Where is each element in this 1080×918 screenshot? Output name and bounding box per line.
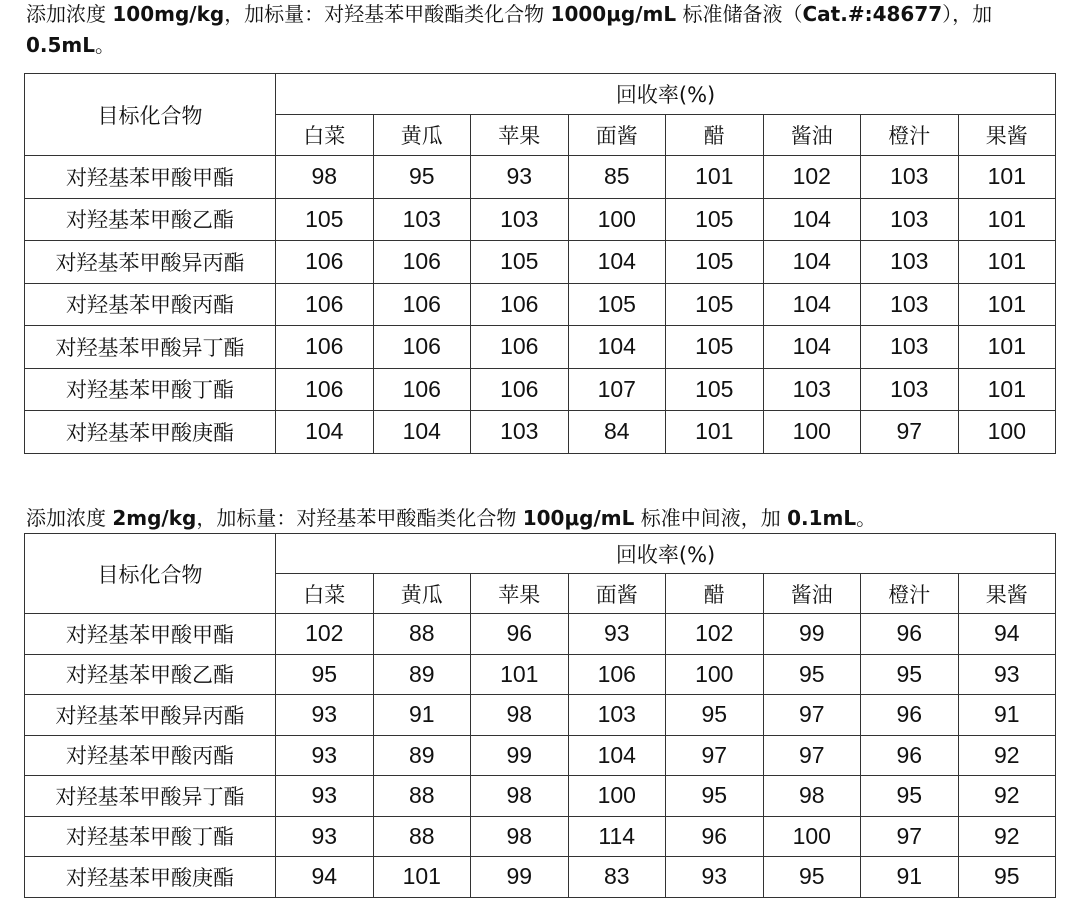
recovery-table-100mg	[24, 73, 1056, 454]
compound-name: 对羟基苯甲酸异丙酯	[25, 241, 276, 284]
recovery-value: 85	[568, 156, 666, 199]
matrix-header: 面酱	[568, 115, 666, 156]
recovery-value: 101	[373, 857, 471, 898]
recovery-value: 93	[276, 695, 374, 736]
recovery-value: 100	[763, 816, 861, 857]
matrix-header: 酱油	[763, 574, 861, 614]
recovery-value: 99	[471, 735, 569, 776]
recovery-value: 101	[958, 368, 1056, 411]
recovery-value: 105	[471, 241, 569, 284]
recovery-value: 104	[763, 283, 861, 326]
compound-name: 对羟基苯甲酸乙酯	[25, 654, 276, 695]
compound-name: 对羟基苯甲酸甲酯	[25, 614, 276, 655]
recovery-value: 98	[471, 816, 569, 857]
recovery-value: 106	[373, 241, 471, 284]
compound-name: 对羟基苯甲酸异丁酯	[25, 776, 276, 817]
recovery-value: 103	[861, 156, 959, 199]
recovery-value: 99	[471, 857, 569, 898]
recovery-value: 96	[861, 735, 959, 776]
compound-header: 目标化合物	[25, 534, 276, 614]
caption-part: 标准中间液，加	[634, 506, 788, 530]
compound-name: 对羟基苯甲酸丙酯	[25, 283, 276, 326]
recovery-value: 93	[276, 776, 374, 817]
matrix-header: 橙汁	[861, 115, 959, 156]
caption-part: ），加	[942, 2, 993, 26]
recovery-value: 97	[666, 735, 764, 776]
caption-part: 0.1mL	[787, 506, 857, 530]
recovery-value: 100	[763, 411, 861, 454]
table-row	[25, 411, 1056, 454]
matrix-header: 白菜	[276, 574, 374, 614]
caption-part: 2mg/kg	[112, 506, 197, 530]
recovery-value: 103	[861, 198, 959, 241]
compound-name: 对羟基苯甲酸异丁酯	[25, 326, 276, 369]
matrix-header: 酱油	[763, 115, 861, 156]
table-row	[25, 776, 1056, 817]
recovery-value: 106	[276, 368, 374, 411]
recovery-value: 88	[373, 614, 471, 655]
recovery-value: 104	[763, 241, 861, 284]
recovery-value: 91	[373, 695, 471, 736]
recovery-value: 106	[471, 368, 569, 411]
recovery-value: 101	[958, 241, 1056, 284]
recovery-value: 103	[861, 368, 959, 411]
caption-part: ，加标量：对羟基苯甲酸酯类化合物	[196, 506, 523, 530]
recovery-value: 105	[666, 241, 764, 284]
section-2-caption	[26, 503, 1072, 534]
recovery-value: 103	[568, 695, 666, 736]
caption-part: 100μg/mL	[522, 506, 635, 530]
recovery-value: 84	[568, 411, 666, 454]
recovery-value: 83	[568, 857, 666, 898]
recovery-value: 104	[568, 241, 666, 284]
matrix-header: 白菜	[276, 115, 374, 156]
recovery-value: 106	[276, 283, 374, 326]
caption-part: 1000μg/mL	[550, 2, 677, 26]
table-row	[25, 857, 1056, 898]
caption-part: 添加浓度	[26, 2, 113, 26]
recovery-value: 105	[666, 198, 764, 241]
recovery-value: 107	[568, 368, 666, 411]
recovery-value: 97	[763, 695, 861, 736]
recovery-value: 95	[861, 654, 959, 695]
recovery-value: 95	[373, 156, 471, 199]
compound-name: 对羟基苯甲酸丁酯	[25, 816, 276, 857]
recovery-value: 104	[763, 326, 861, 369]
table-row	[25, 156, 1056, 199]
matrix-header: 苹果	[471, 115, 569, 156]
recovery-value: 106	[276, 326, 374, 369]
caption-part: Cat.#:48677	[802, 2, 943, 26]
recovery-value: 103	[861, 283, 959, 326]
recovery-value: 93	[958, 654, 1056, 695]
recovery-value: 101	[958, 326, 1056, 369]
recovery-value: 101	[666, 411, 764, 454]
recovery-value: 91	[958, 695, 1056, 736]
recovery-value: 101	[666, 156, 764, 199]
recovery-value: 91	[861, 857, 959, 898]
recovery-value: 96	[861, 614, 959, 655]
recovery-value: 95	[763, 857, 861, 898]
recovery-value: 98	[471, 695, 569, 736]
recovery-value: 95	[276, 654, 374, 695]
matrix-header: 黄瓜	[373, 115, 471, 156]
recovery-value: 96	[666, 816, 764, 857]
recovery-table-2mg	[24, 533, 1056, 898]
recovery-value: 100	[568, 776, 666, 817]
caption-part: 。	[856, 506, 877, 530]
recovery-value: 96	[471, 614, 569, 655]
recovery-value: 97	[763, 735, 861, 776]
recovery-value: 106	[471, 326, 569, 369]
compound-header: 目标化合物	[25, 74, 276, 156]
recovery-value: 94	[276, 857, 374, 898]
recovery-value: 102	[276, 614, 374, 655]
recovery-value: 104	[568, 326, 666, 369]
table-row	[25, 283, 1056, 326]
recovery-value: 95	[666, 776, 764, 817]
recovery-header: 回收率(%)	[276, 74, 1056, 115]
table-row	[25, 326, 1056, 369]
table-row	[25, 368, 1056, 411]
recovery-value: 105	[568, 283, 666, 326]
recovery-value: 98	[763, 776, 861, 817]
recovery-value: 103	[471, 411, 569, 454]
recovery-value: 104	[276, 411, 374, 454]
recovery-value: 104	[763, 198, 861, 241]
recovery-value: 103	[763, 368, 861, 411]
recovery-value: 89	[373, 654, 471, 695]
recovery-value: 106	[276, 241, 374, 284]
recovery-value: 99	[763, 614, 861, 655]
recovery-header: 回收率(%)	[276, 534, 1056, 574]
recovery-value: 114	[568, 816, 666, 857]
recovery-value: 98	[276, 156, 374, 199]
recovery-value: 105	[666, 368, 764, 411]
recovery-value: 92	[958, 776, 1056, 817]
section-1-caption	[26, 0, 1072, 61]
recovery-value: 102	[666, 614, 764, 655]
recovery-value: 106	[471, 283, 569, 326]
recovery-value: 105	[666, 283, 764, 326]
recovery-value: 95	[958, 857, 1056, 898]
recovery-value: 104	[568, 735, 666, 776]
matrix-header: 橙汁	[861, 574, 959, 614]
table-row	[25, 695, 1056, 736]
matrix-header: 果酱	[958, 115, 1056, 156]
compound-name: 对羟基苯甲酸甲酯	[25, 156, 276, 199]
recovery-value: 101	[471, 654, 569, 695]
recovery-value: 98	[471, 776, 569, 817]
recovery-value: 94	[958, 614, 1056, 655]
matrix-header: 黄瓜	[373, 574, 471, 614]
caption-part: 0.5mL	[26, 33, 96, 57]
matrix-header: 面酱	[568, 574, 666, 614]
recovery-value: 95	[666, 695, 764, 736]
recovery-value: 101	[958, 283, 1056, 326]
recovery-value: 106	[568, 654, 666, 695]
compound-name: 对羟基苯甲酸庚酯	[25, 411, 276, 454]
caption-part: 。	[95, 33, 116, 57]
recovery-value: 106	[373, 368, 471, 411]
table-row	[25, 654, 1056, 695]
recovery-value: 100	[666, 654, 764, 695]
recovery-value: 105	[276, 198, 374, 241]
recovery-value: 93	[471, 156, 569, 199]
compound-name: 对羟基苯甲酸庚酯	[25, 857, 276, 898]
table-row	[25, 614, 1056, 655]
recovery-value: 92	[958, 735, 1056, 776]
recovery-value: 100	[958, 411, 1056, 454]
matrix-header: 果酱	[958, 574, 1056, 614]
recovery-value: 96	[861, 695, 959, 736]
table-row	[25, 241, 1056, 284]
recovery-value: 101	[958, 198, 1056, 241]
recovery-value: 106	[373, 283, 471, 326]
recovery-value: 103	[471, 198, 569, 241]
recovery-value: 97	[861, 411, 959, 454]
caption-part: 添加浓度	[26, 506, 113, 530]
recovery-value: 93	[666, 857, 764, 898]
caption-part: 100mg/kg	[112, 2, 225, 26]
table-row	[25, 735, 1056, 776]
recovery-value: 92	[958, 816, 1056, 857]
recovery-value: 103	[373, 198, 471, 241]
recovery-value: 93	[568, 614, 666, 655]
recovery-value: 103	[861, 326, 959, 369]
recovery-value: 100	[568, 198, 666, 241]
recovery-value: 88	[373, 776, 471, 817]
caption-part: 标准储备液（	[676, 2, 803, 26]
matrix-header: 醋	[666, 115, 764, 156]
recovery-value: 95	[861, 776, 959, 817]
table-row	[25, 198, 1056, 241]
table-row	[25, 816, 1056, 857]
compound-name: 对羟基苯甲酸丙酯	[25, 735, 276, 776]
recovery-value: 97	[861, 816, 959, 857]
recovery-value: 93	[276, 735, 374, 776]
recovery-value: 88	[373, 816, 471, 857]
recovery-value: 89	[373, 735, 471, 776]
caption-part: ，加标量：对羟基苯甲酸酯类化合物	[224, 2, 551, 26]
matrix-header: 醋	[666, 574, 764, 614]
recovery-value: 102	[763, 156, 861, 199]
recovery-value: 101	[958, 156, 1056, 199]
recovery-value: 103	[861, 241, 959, 284]
recovery-value: 106	[373, 326, 471, 369]
recovery-value: 105	[666, 326, 764, 369]
recovery-value: 95	[763, 654, 861, 695]
recovery-value: 93	[276, 816, 374, 857]
matrix-header: 苹果	[471, 574, 569, 614]
compound-name: 对羟基苯甲酸异丙酯	[25, 695, 276, 736]
recovery-value: 104	[373, 411, 471, 454]
compound-name: 对羟基苯甲酸丁酯	[25, 368, 276, 411]
compound-name: 对羟基苯甲酸乙酯	[25, 198, 276, 241]
